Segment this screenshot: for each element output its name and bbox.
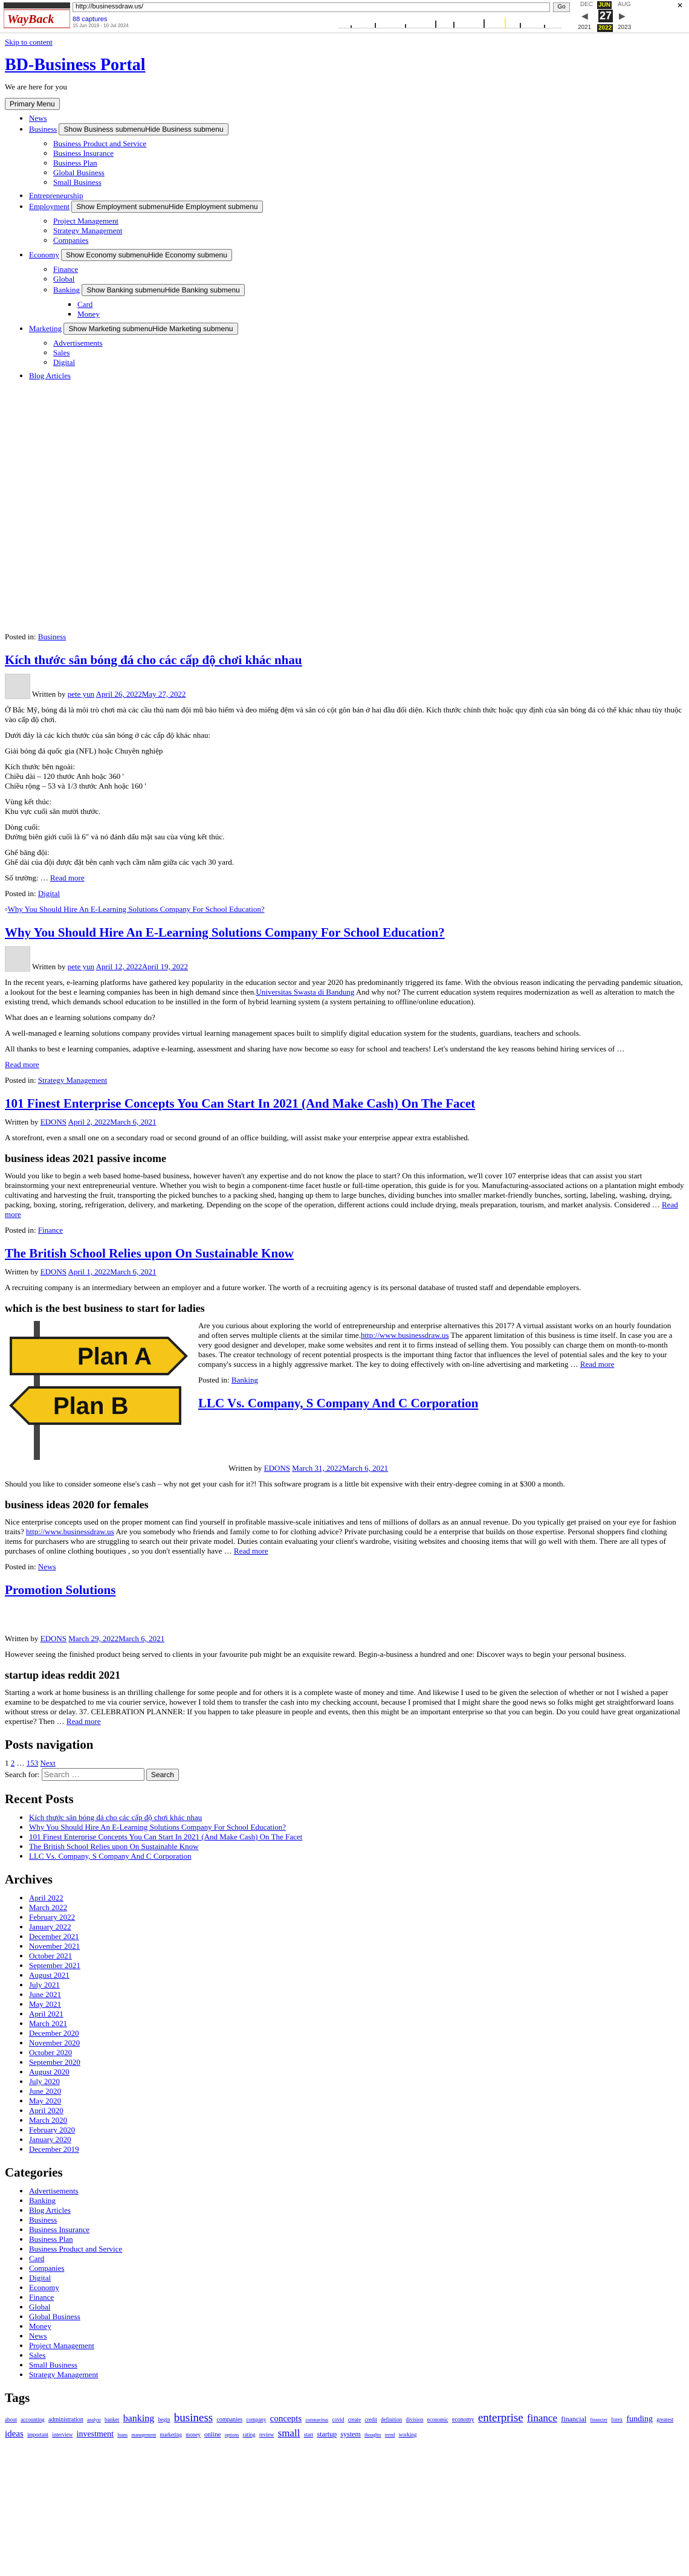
- category-link[interactable]: Digital: [29, 2273, 51, 2282]
- category-link[interactable]: Finance: [29, 2293, 54, 2302]
- post-title: 101 Finest Enterprise Concepts You Can Start In 2021 (And Make Cash) On The Facet: [5, 1096, 476, 1111]
- nav-banking[interactable]: Banking: [53, 285, 80, 294]
- search-label: Search for:: [5, 1770, 40, 1779]
- read-more-link[interactable]: Read more: [66, 1717, 101, 1726]
- page-current: 1: [5, 1758, 9, 1767]
- tag-link[interactable]: small: [277, 2427, 300, 2439]
- post-title: The British School Relies upon On Sustainable Know: [5, 1246, 294, 1261]
- calendar-nav: [574, 0, 689, 33]
- avatar: [5, 946, 30, 972]
- category-link[interactable]: Money: [29, 2322, 51, 2331]
- post-title: LLC Vs. Company, S Company And C Corporation: [198, 1396, 479, 1410]
- current-day: 27: [599, 10, 612, 22]
- tag-link[interactable]: definition: [381, 2416, 403, 2423]
- nav-card[interactable]: Card: [77, 300, 93, 309]
- posts-nav-heading: Posts navigation: [5, 1737, 94, 1752]
- post-date[interactable]: March 31, 2022March 6, 2021: [292, 1464, 389, 1473]
- post-title: Promotion Solutions: [5, 1583, 116, 1597]
- archive-link[interactable]: July 2021: [29, 1980, 60, 1989]
- nav-small-business[interactable]: Small Business: [53, 178, 102, 187]
- archive-link[interactable]: May 2021: [29, 2000, 62, 2009]
- svg-text:WayBack: WayBack: [7, 13, 54, 26]
- search-button[interactable]: Search: [146, 1769, 179, 1781]
- avatar: [5, 674, 30, 699]
- list-item[interactable]: Why You Should Hire An E-Learning Solutions Company For School Education?: [29, 1822, 286, 1832]
- nav-global[interactable]: Global: [53, 274, 75, 283]
- archive-link[interactable]: May 2020: [29, 2096, 62, 2105]
- list-item[interactable]: The British School Relies upon On Sustainable Know: [29, 1842, 199, 1851]
- archive-link[interactable]: February 2022: [29, 1913, 76, 1922]
- tag-link[interactable]: about: [5, 2416, 17, 2423]
- tag-link[interactable]: credit: [364, 2416, 377, 2423]
- tag-link[interactable]: economic: [427, 2416, 448, 2423]
- nav-marketing[interactable]: Marketing: [29, 324, 62, 333]
- nav-digital[interactable]: Digital: [53, 358, 76, 367]
- tag-link[interactable]: division: [406, 2416, 424, 2423]
- archive-link[interactable]: October 2020: [29, 2048, 73, 2057]
- post-author[interactable]: pete yun: [67, 962, 95, 971]
- tag-link[interactable]: review: [259, 2432, 274, 2438]
- post-title: Why You Should Hire An E-Learning Solutions Company For School Education?: [5, 925, 445, 940]
- tag-link[interactable]: accounting: [21, 2416, 45, 2423]
- prev-capture-arrow-icon[interactable]: ◀: [581, 11, 588, 21]
- archive-link[interactable]: February 2020: [29, 2125, 76, 2134]
- list-item[interactable]: 101 Finest Enterprise Concepts You Can Start In 2021 (And Make Cash) On The Facet: [29, 1832, 303, 1841]
- archive-link[interactable]: January 2022: [29, 1922, 71, 1931]
- tag-link[interactable]: investment: [76, 2430, 114, 2439]
- wayback-machine-logo-icon: [4, 2, 70, 29]
- tag-link[interactable]: finance: [526, 2412, 558, 2424]
- month-prev[interactable]: DEC: [580, 1, 594, 8]
- next-page-link[interactable]: Next: [40, 1758, 56, 1767]
- categories-heading: Categories: [5, 2165, 63, 2180]
- category-link[interactable]: Business Product and Service: [29, 2244, 123, 2253]
- category-link[interactable]: Strategy Management: [29, 2370, 99, 2379]
- site-tagline: We are here for you: [5, 82, 67, 91]
- post-excerpt: In the recent years, e-learning platforms have gathered key popularity in the education sector and year 2020 has predominantly triggered its fame. With the obvious reason indicating the pervading pandemic situation, a lookout for the best e learning companies has been in high demand since then.Universitas Swasta di Bandung And why not? The current education system requires modernization as well as alteration to match the existing trend, which demands school education to be instilled in the form of hybrid learning system (a system pertaining to offline/online education).: [5, 978, 683, 1006]
- archive-link[interactable]: January 2020: [29, 2135, 71, 2144]
- archive-link[interactable]: August 2020: [29, 2067, 70, 2076]
- tag-link[interactable]: startup: [317, 2430, 337, 2438]
- page-link-last[interactable]: 153: [26, 1758, 39, 1767]
- archive-link[interactable]: December 2020: [29, 2029, 79, 2038]
- post-author[interactable]: pete yun: [67, 689, 95, 699]
- post-excerpt: A storefront, even a small one on a secondary road or second ground of an office building, will assist make your enterprise appear extra established.: [5, 1133, 470, 1142]
- nav-advertisements[interactable]: Advertisements: [53, 338, 103, 347]
- nav-business[interactable]: Business: [29, 124, 57, 134]
- tag-link[interactable]: company: [246, 2416, 267, 2423]
- nav-money[interactable]: Money: [77, 309, 100, 318]
- tag-link[interactable]: funding: [626, 2415, 653, 2424]
- nav-finance[interactable]: Finance: [53, 265, 79, 274]
- tag-link[interactable]: concepts: [270, 2414, 302, 2424]
- archive-link[interactable]: April 2020: [29, 2106, 63, 2115]
- tag-link[interactable]: working: [398, 2432, 417, 2438]
- tags-heading: Tags: [5, 2390, 30, 2405]
- archive-link[interactable]: August 2021: [29, 1971, 70, 1980]
- tag-link[interactable]: business: [173, 2412, 213, 2424]
- tag-link[interactable]: coronavirus: [305, 2417, 329, 2423]
- nav-strategy-management[interactable]: Strategy Management: [53, 226, 123, 235]
- archives-heading: Archives: [5, 1872, 53, 1887]
- post-author[interactable]: EDONS: [40, 1634, 67, 1643]
- category-link[interactable]: Sales: [29, 2351, 46, 2360]
- categories-list: [5, 2186, 684, 2380]
- business-submenu-toggle[interactable]: Show Business submenuHide Business submenu: [59, 123, 228, 135]
- post-subheading: which is the best business to start for ladies: [5, 1302, 205, 1314]
- tag-link[interactable]: important: [27, 2432, 49, 2438]
- wayback-toolbar: [0, 0, 689, 33]
- post-subheading: business ideas 2020 for females: [5, 1499, 149, 1511]
- nav-entrepreneurship[interactable]: Entrepreneurship: [29, 191, 83, 200]
- tag-link[interactable]: greatest: [656, 2416, 674, 2423]
- post-meta: Written by pete yun April 26, 2022May 27, 2022: [5, 674, 684, 699]
- post-subheading: startup ideas reddit 2021: [5, 1669, 121, 1681]
- primary-nav: [5, 114, 684, 381]
- post-excerpt: Ở Bắc Mỹ, bóng đá là môi trò chơi mà các cầu thủ nam đội mũ bảo hiểm và đeo miếng đệm và sân có cột gôn bán ở hai đầu đối diện. Kích thước chính thức hoặc quy định của sân bóng đá có thể khác nhau tùy thuộc vào cấp độ chơi.: [5, 705, 682, 724]
- category-link[interactable]: Economy: [29, 2283, 59, 2292]
- post-author[interactable]: EDONS: [40, 1117, 67, 1126]
- category-link[interactable]: Small Business: [29, 2360, 77, 2369]
- read-more-link[interactable]: Read more: [5, 1060, 39, 1069]
- tag-link[interactable]: companies: [216, 2416, 243, 2423]
- search-input[interactable]: [42, 1768, 144, 1781]
- post-meta: Written by EDONS April 2, 2022March 6, 2021: [5, 1117, 157, 1126]
- post-excerpt: Should you like to consider someone else's cash – why not get your cash for it?! This software program is a little bit expensive with their entry-degree coming in at $300 a month.: [5, 1479, 565, 1488]
- month-next[interactable]: AUG: [618, 1, 631, 8]
- post-meta: Written by EDONS March 29, 2022March 6, 2021: [5, 1634, 165, 1643]
- site-title: BD-Business Portal: [5, 56, 146, 74]
- wayback-logo[interactable]: [4, 2, 76, 29]
- nav-employment[interactable]: Employment: [29, 202, 70, 211]
- post-date[interactable]: March 29, 2022March 6, 2021: [68, 1634, 165, 1643]
- tag-link[interactable]: enterprise: [477, 2412, 523, 2424]
- tag-link[interactable]: online: [204, 2431, 221, 2438]
- post-subheading: business ideas 2021 passive income: [5, 1152, 167, 1164]
- archive-link[interactable]: November 2021: [29, 1942, 80, 1951]
- archive-link[interactable]: December 2021: [29, 1932, 79, 1941]
- archive-link[interactable]: October 2021: [29, 1951, 73, 1960]
- post-category: Posted in: Strategy Management: [5, 1076, 108, 1085]
- category-link[interactable]: Blog Articles: [29, 2206, 71, 2215]
- read-more-link[interactable]: Read more: [50, 873, 85, 882]
- tag-link[interactable]: rating: [242, 2432, 256, 2438]
- recent-posts-list: [5, 1813, 684, 1861]
- post-category: Posted in: News: [5, 1562, 56, 1571]
- archive-link[interactable]: March 2022: [29, 1903, 68, 1912]
- marketing-submenu-toggle[interactable]: Show Marketing submenuHide Marketing submenu: [63, 323, 238, 335]
- category-link[interactable]: Card: [29, 2254, 45, 2263]
- tag-link[interactable]: banking: [123, 2413, 155, 2424]
- year-next[interactable]: 2023: [618, 24, 632, 31]
- post-meta: Written by EDONS April 1, 2022March 6, 2021: [5, 1267, 157, 1276]
- archive-link[interactable]: June 2021: [29, 1990, 62, 1999]
- capture-sparkline[interactable]: [338, 17, 562, 28]
- category-link[interactable]: Business Plan: [29, 2235, 73, 2244]
- tag-link[interactable]: administration: [48, 2416, 83, 2423]
- tag-link[interactable]: trend: [384, 2432, 395, 2438]
- tag-link[interactable]: money: [186, 2432, 201, 2438]
- tag-link[interactable]: thoughts: [364, 2432, 381, 2438]
- post-meta: Written by EDONS March 31, 2022March 6, 2021: [228, 1464, 389, 1473]
- nav-business-insurance[interactable]: Business Insurance: [53, 149, 114, 158]
- nav-project-management[interactable]: Project Management: [53, 216, 118, 225]
- year-current: 2022: [598, 25, 612, 31]
- post-date[interactable]: April 1, 2022March 6, 2021: [68, 1267, 157, 1276]
- category-link[interactable]: Business Insurance: [29, 2225, 90, 2234]
- category-link[interactable]: Global: [29, 2302, 51, 2311]
- list-item[interactable]: LLC Vs. Company, S Company And C Corporation: [29, 1851, 192, 1861]
- nav-global-business[interactable]: Global Business: [53, 168, 105, 177]
- nav-blog-articles[interactable]: Blog Articles: [29, 371, 71, 380]
- post-date[interactable]: April 12, 2022April 19, 2022: [95, 962, 189, 971]
- nav-news[interactable]: News: [29, 114, 47, 123]
- category-link[interactable]: Global Business: [29, 2312, 80, 2321]
- tag-link[interactable]: ideas: [5, 2429, 24, 2439]
- post-excerpt: A recruiting company is an intermediary between an employer and a future worker. The worth of a recruiting agency is its personal database of trusted staff and dependable employers.: [5, 1283, 581, 1292]
- wayback-go-button[interactable]: Go: [553, 2, 570, 12]
- tag-link[interactable]: system: [340, 2430, 361, 2438]
- next-capture-arrow-icon[interactable]: ▶: [619, 11, 626, 21]
- post-excerpt: However seeing the finished product being served to clients in your favourite pub might be an exquisite reward. Begin-a-business a hundred and one: Discover ways to begin your personal business.: [5, 1650, 626, 1659]
- recent-posts-heading: Recent Posts: [5, 1792, 74, 1806]
- archive-link[interactable]: September 2021: [29, 1961, 80, 1970]
- tag-link[interactable]: marketing: [160, 2432, 183, 2438]
- page-link[interactable]: 2: [10, 1758, 15, 1767]
- post-title: Kích thước sân bóng đá cho các cấp độ chơi khác nhau: [5, 653, 302, 667]
- post-category: Posted in: Business: [5, 632, 66, 641]
- archive-link[interactable]: March 2020: [29, 2116, 68, 2125]
- captures-count-link[interactable]: 88 captures: [73, 16, 108, 23]
- category-link[interactable]: Advertisements: [29, 2186, 79, 2195]
- tag-link[interactable]: economy: [451, 2416, 474, 2423]
- svg-text:Plan A: Plan A: [77, 1343, 152, 1370]
- tag-link[interactable]: management: [131, 2432, 157, 2438]
- broken-image-icon: ▫: [5, 905, 8, 914]
- post-thumbnail[interactable]: ▫Why You Should Hire An E-Learning Solutions Company For School Education?: [5, 905, 265, 914]
- archive-link[interactable]: November 2020: [29, 2038, 80, 2047]
- year-prev[interactable]: 2021: [578, 24, 592, 31]
- pagination: 1 2 … 153 Next: [5, 1758, 56, 1767]
- archive-link[interactable]: March 2021: [29, 2019, 68, 2028]
- wayback-url-input[interactable]: http://businessdraw.us/: [73, 2, 550, 12]
- archive-link[interactable]: April 2021: [29, 2009, 63, 2018]
- tag-link[interactable]: banker: [104, 2416, 120, 2423]
- blank-area: [5, 384, 684, 626]
- tag-link[interactable]: covid: [332, 2416, 344, 2423]
- nav-sales[interactable]: Sales: [53, 348, 70, 357]
- category-link[interactable]: Project Management: [29, 2341, 94, 2350]
- post-category: Posted in: Banking: [198, 1375, 258, 1384]
- banking-submenu-toggle[interactable]: Show Banking submenuHide Banking submenu: [82, 284, 245, 296]
- post-date[interactable]: April 26, 2022May 27, 2022: [95, 689, 186, 699]
- nav-business-plan[interactable]: Business Plan: [53, 158, 97, 167]
- post-meta: Written by pete yun April 12, 2022April 19, 2022: [5, 946, 684, 972]
- tag-link[interactable]: forex: [611, 2416, 623, 2423]
- post-date[interactable]: April 2, 2022March 6, 2021: [68, 1117, 157, 1126]
- nav-companies[interactable]: Companies: [53, 236, 89, 245]
- read-more-link[interactable]: Read more: [580, 1360, 615, 1369]
- tag-link[interactable]: interview: [52, 2432, 73, 2438]
- post-category: Posted in: Finance: [5, 1225, 63, 1235]
- archives-list: [5, 1893, 684, 2154]
- archive-link[interactable]: July 2020: [29, 2077, 60, 2086]
- category-link[interactable]: Banking: [29, 2196, 56, 2205]
- list-item[interactable]: Kích thước sân bóng đá cho các cấp độ chơi khác nhau: [29, 1813, 202, 1822]
- close-icon[interactable]: ✕: [677, 1, 684, 10]
- tag-link[interactable]: analyst: [87, 2417, 101, 2423]
- skip-to-content-link[interactable]: Skip to content: [5, 37, 53, 47]
- svg-text:Plan B: Plan B: [53, 1393, 129, 1419]
- captures-range: 15 Jun 2019 - 10 Jul 2024: [73, 23, 129, 28]
- post-author[interactable]: EDONS: [40, 1267, 67, 1276]
- economy-submenu-toggle[interactable]: Show Economy submenuHide Economy submenu: [61, 249, 232, 261]
- search-form: [5, 1768, 684, 1781]
- archive-link[interactable]: June 2020: [29, 2087, 62, 2096]
- employment-submenu-toggle[interactable]: Show Employment submenuHide Employment submenu: [71, 201, 262, 213]
- category-link[interactable]: Business: [29, 2215, 57, 2224]
- post-category: Posted in: Digital: [5, 889, 60, 898]
- tag-link[interactable]: create: [348, 2416, 361, 2423]
- tag-link[interactable]: options: [224, 2432, 239, 2438]
- archive-link[interactable]: April 2022: [29, 1893, 63, 1902]
- tag-link[interactable]: start: [303, 2432, 314, 2438]
- primary-menu-button[interactable]: Primary Menu: [5, 98, 60, 110]
- tag-link[interactable]: begin: [158, 2416, 170, 2423]
- nav-business-product[interactable]: Business Product and Service: [53, 139, 147, 148]
- archive-link[interactable]: December 2019: [29, 2145, 79, 2154]
- nav-economy[interactable]: Economy: [29, 250, 59, 259]
- read-more-link[interactable]: Read more: [233, 1546, 268, 1555]
- tag-cloud: [5, 2412, 684, 2442]
- category-link[interactable]: News: [29, 2331, 47, 2340]
- month-current: JUN: [598, 2, 611, 8]
- archive-link[interactable]: September 2020: [29, 2058, 80, 2067]
- tag-link[interactable]: loans: [117, 2432, 128, 2438]
- tag-link[interactable]: financial: [561, 2415, 587, 2423]
- page-content: Skip to content BD-Business Portal We are here for you Primary Menu • News • Business Show Business submenuHide Business submenu ◦ Business Product and Service ◦ Business Insurance ◦ Business Plan ◦ Global Business ◦ Small Business • Entrepreneurship • Employment Show Employment submenuHide Employment submenu ◦ Project Management ◦ Strategy Management ◦ Companies • Economy Show Economy submenuHide Economy submenu ◦ Finance ◦ Global ◦ Banking Show Banking submenuHide Banking submenu ▪ Card ▪ Money • Marketing Show Marketing submenuHide Marketing submenu ◦ Advertisements ◦ Sales ◦ Digital • Blog Articles Posted in: Business Kích thước sân bóng đá cho các cấp độ chơi khác nhau Written by pete yun April 26, 2022May 27, 2022 Ở Bắc Mỹ, bóng đá là môi trò chơi mà các cầu thủ nam đội mũ bảo hiểm và đeo miếng đệm và sân có cột gôn bán ở hai đầu đối diện. Kích thước chính thức hoặc quy định của sân bóng đá có thể khác nhau tùy thuộc vào cấp độ chơi. Dưới đây là các kích thước của sân bóng ở các cấp độ khác nhau: Giải bóng đá quốc gia (NFL) hoặc Chuyên nghiệp Kích thước bên ngoài: Chiều dài – 120 thước Anh hoặc 360 ' Chiều rộng – 53 và 1/3 thước Anh hoặc 160 ' Vùng kết thúc: Khu vực cuối sân mười thước. Dòng cuối: Đường biên giới cuối là 6″ và nó đánh dấu mặt sau của vùng kết thúc. Ghế băng đội: Ghế dài của đội được đặt bên cạnh vạch cầm nằm giữa các vạch 30 yard. Số trường: … Read more Posted in: Digital ▫Why You Should Hire An E-Learning Solutions Company For School Education? Why You Should Hire An E-Learning Solutions Company For School Education? Written by pete yun April 12, 2022April 19, 2022 In the recent years, e-learning platforms have gathered key popularity in the education sector and year 2020 has predominantly triggered its fame. With the obvious reason indicating the pervading pandemic situation, a lookout for the best e learning companies has been in high demand since then.Universitas Swasta di Bandung And why not? The current education system requires modernization as well as alteration to match the existing trend, which demands school education to be instilled in the form of hybrid learning system (a system pertaining to offline/online education). What does an e learning solutions company do? A well-managed e learning solutions company provides virtual learning management spaces built to simplify digital education system for the students, guardians, teachers and schools. All thanks to best e learning companies, adaptive e-learning, assessment and sharing have now become so easy for school and teachers! Let's understand the key reasons behind hiring services of … Read more Posted in: Strategy Management 101 Finest Enterprise Concepts You Can Start In 2021 (And Make Cash) On The Facet Written by EDONS April 2, 2022March 6, 2021 A storefront, even a small one on a secondary road or second ground of an office building, will assist make your enterprise appear extra established. business ideas 2021 passive income Would you like to begin a web based home-based business, however haven't any expertise and do not know the place to start? On this information, we'll cover 107 enterprise ideas that can assist you start brainstorming your next entrepreneurial venture. Whether you wish to begin a component-time facet hustle or full-time operation, this guide is for you. Manufacturing-associated actions on a plantation might embody cultivating and harvesting the fruit, transporting the picked bunches to a packing shed, hanging up them to large bunches, dividing bunches into smaller market-friendly bunches, sorting, labeling, washing, drying, packing, boxing, storing, refrigeration, delivery, and marketing. Depending on the scope of the operation, different actions could include drying, meals preparation, tourism, and market analysis. Considered … Read more Posted in: Finance The British School Relies upon On Sustainable Know Written by EDONS April 1, 2022March 6, 2021 A recruiting company is an intermediary between an employer and a future worker. The worth of a recruiting agency is its personal database of trusted staff and dependable employers. which is the best business to start for ladies Plan A Plan B Are you curious about exploring the world of entrepreneurship and enterprise alternatives this 2017? A virtual assistant works on an hourly foundation and often serves multiple clients at the similar time.http://www.businessdraw.us The apparent limitation of this business is time itself. In case you are a very good designer and developer, make some websites and rent it to firms instead of selling them. You possibly can charge them on month-to-month bases. The creator technology of recent potential prospects is the important thing factor that influences the level of potential sales and the key to your company's success in a highly aggressive market. The key to doing effectively with on-line advertising and marketing … Read more Posted in: Banking LLC Vs. Company, S Company And C Corporation Written by EDONS March 31, 2022March 6, 2021 Should you like to consider someone else's cash – why not get your cash for it?! This software program is a little bit expensive with their entry-degree coming in at $300 a month. business ideas 2020 for females Nice enterprise concepts used on the proper moment can find yourself in profitable massive-scale initiatives and tens of millions of dollars as an annual revenue. Do you typically get praised on your eye for fashion traits? http://www.businessdraw.us Are you somebody who friends and family come to for clothing advice? Private purchasing could be a enterprise that builds on those expertise. Personal shoppers find clothing items for purchasers who are struggling to search out their private model. Duties contain evaluating your client's wardrobe, visiting websites and choosing items that will go well with them. There are all types of purchases of online clothing boutiques , so you don't essentially have … Read more Posted in: News Promotion Solutions Written by EDONS March 29, 2022March 6, 2021 However seeing the finished product being served to clients in your favourite pub might be an exquisite reward. Begin-a-business a hundred and one: Discover ways to begin your personal business. startup ideas reddit 2021 Starting a work at home business is an thrilling challenge for some people and for others it is a complete waste of money and time. And likewise I used to be given the selection of whether or not I wished a paper examine to be despatched to me via courier service, however I told them to transfer the cash into my checking account, because I promised that I might share the good news so folks might get straightforward loans without stress or delay. 37. CELEBRATION PLANNER: If you happen to take pleasure in people and events, then this might be an important enterprise so that you can begin. Do you could have great organizational expertise? Then … Read more Posts navigation 1 2 … 153 Next Search for: Search … Search Recent Posts • Kích thước sân bóng đá cho các cấp độ chơi khác nhau • Why You Should Hire An E-Learning Solutions Company For School Education? • 101 Finest Enterprise Concepts You Can Start In 2021 (And Make Cash) On The Facet • The British School Relies upon On Sustainable Know • LLC Vs. Company, S Company And C Corporation Archives • April 2022 • March 2022 • February 2022 • January 2022 • December 2021 • November 2021 • October 2021 • September 2021 • August 2021 • July 2021 • June 2021 • May 2021 • April 2021 • March 2021 • December 2020 • November 2020 • October 2020 • September 2020 • August 2020 • July 2020 • June 2020 • May 2020 • April 2020 • March 2020 • February 2020 • January 2020 • December 2019 Categories • Advertisements • Banking • Blog Articles • Business • Business Insurance • Business Plan • Business Product and Service • Card • Companies • Digital • Economy • Finance • Global • Global Business • Money • News • Project Management • Sales • Small Business • Strategy Management Tags about accounting administration analyst banker banking begin business companies company concepts coronavirus covid create credit definition division economic economy enterprise finance financial financier forex funding greatest ideas important interview investment loans management marketing money online options rating review small start startup system thoughts trend working: [5, 37, 684, 2442]
- read-more-link[interactable]: Read more: [5, 1200, 678, 1219]
- plan-a-plan-b-signs-image: [5, 1321, 192, 1460]
- category-link[interactable]: Companies: [29, 2264, 65, 2273]
- post-author[interactable]: EDONS: [264, 1464, 291, 1473]
- tag-link[interactable]: financier: [590, 2417, 607, 2423]
